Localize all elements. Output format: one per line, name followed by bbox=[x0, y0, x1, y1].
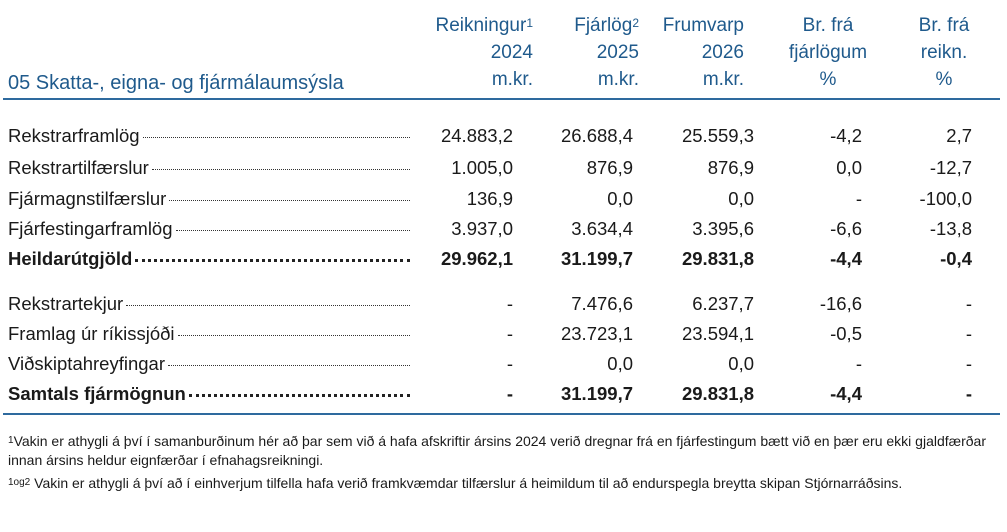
cell-br-reikn: -13,8 bbox=[929, 218, 972, 239]
dot-leader bbox=[178, 335, 410, 336]
footnote-marker: 1 bbox=[8, 435, 14, 446]
cell-frumvarp-2026: 29.831,8 bbox=[681, 248, 754, 269]
cell-br-fjarlogum: -4,4 bbox=[830, 248, 862, 269]
cell-br-fjarlogum: -4,4 bbox=[830, 383, 862, 404]
row-label: Fjárfestingarframlög bbox=[8, 218, 173, 239]
cell-frumvarp-2026: 25.559,3 bbox=[681, 125, 754, 146]
dot-leader bbox=[189, 394, 410, 397]
footnote-text: Vakin er athygli á því að í einhverjum tilfella hafa verið framkvæmdar tilfærslur á heimildum til að endurspegla breytta skipan Stjórnarráðsins. bbox=[30, 475, 903, 491]
table-row bbox=[0, 290, 1007, 317]
cell-reikningur-2024: 29.962,1 bbox=[440, 248, 513, 269]
table-row bbox=[0, 215, 1007, 242]
table-row bbox=[0, 154, 1007, 181]
cell-fjarlog-2025: 26.688,4 bbox=[560, 125, 633, 146]
cell-br-fjarlogum: -0,5 bbox=[830, 323, 862, 344]
table-row bbox=[0, 350, 1007, 377]
cell-frumvarp-2026: 6.237,7 bbox=[692, 293, 754, 314]
table-title: 05 Skatta-, eigna- og fjármálaumsýsla bbox=[8, 72, 344, 94]
cell-reikningur-2024: - bbox=[506, 383, 513, 404]
table-bottom-divider bbox=[3, 413, 1000, 415]
cell-fjarlog-2025: 3.634,4 bbox=[571, 218, 633, 239]
cell-fjarlog-2025: 31.199,7 bbox=[560, 383, 633, 404]
cell-br-reikn: -100,0 bbox=[919, 188, 972, 209]
cell-br-fjarlogum: - bbox=[855, 188, 862, 209]
table-row-total bbox=[0, 380, 1007, 407]
dot-leader bbox=[168, 365, 410, 366]
cell-reikningur-2024: 3.937,0 bbox=[451, 218, 513, 239]
cell-frumvarp-2026: 29.831,8 bbox=[681, 383, 754, 404]
row-label: Rekstrartekjur bbox=[8, 293, 124, 314]
row-label: Samtals fjármögnun bbox=[8, 383, 186, 404]
cell-br-reikn: - bbox=[965, 353, 972, 374]
cell-frumvarp-2026: 0,0 bbox=[728, 188, 754, 209]
cell-br-reikn: - bbox=[965, 323, 972, 344]
cell-reikningur-2024: - bbox=[506, 323, 513, 344]
cell-br-reikn: -12,7 bbox=[929, 157, 972, 178]
column-header-frumvarp: Frumvarp 2026 m.kr. bbox=[662, 15, 744, 90]
cell-br-fjarlogum: -16,6 bbox=[819, 293, 862, 314]
dot-leader bbox=[126, 305, 410, 306]
cell-reikningur-2024: 24.883,2 bbox=[440, 125, 513, 146]
header-divider bbox=[3, 98, 1000, 100]
row-label: Fjármagnstilfærslur bbox=[8, 188, 167, 209]
cell-fjarlog-2025: 876,9 bbox=[586, 157, 633, 178]
cell-fjarlog-2025: 0,0 bbox=[607, 353, 633, 374]
cell-br-reikn: 2,7 bbox=[946, 125, 972, 146]
column-header-fjarlog: Fjárlög$^2$ 2025 m.kr. bbox=[574, 15, 639, 90]
cell-br-reikn: - bbox=[965, 383, 972, 404]
cell-frumvarp-2026: 0,0 bbox=[728, 353, 754, 374]
cell-br-fjarlogum: 0,0 bbox=[836, 157, 862, 178]
cell-fjarlog-2025: 23.723,1 bbox=[560, 323, 633, 344]
dot-leader bbox=[135, 259, 410, 262]
cell-br-reikn: -0,4 bbox=[940, 248, 972, 269]
footnote-text: Vakin er athygli á því í samanburðinum hér að þar sem við á hafa afskriftir ársins 2024 verið dregnar frá en fjárfestingum bætt við en þær eru ekki gjaldfærðar innan ársins heldur eignfærðar í efnahagsreikningi. bbox=[8, 433, 986, 468]
table-row bbox=[0, 122, 1007, 149]
cell-fjarlog-2025: 7.476,6 bbox=[571, 293, 633, 314]
cell-reikningur-2024: - bbox=[506, 353, 513, 374]
row-label: Framlag úr ríkissjóði bbox=[8, 323, 175, 344]
cell-reikningur-2024: - bbox=[506, 293, 513, 314]
cell-fjarlog-2025: 0,0 bbox=[607, 188, 633, 209]
footnote-marker: 1 bbox=[526, 16, 533, 30]
cell-frumvarp-2026: 3.395,6 bbox=[692, 218, 754, 239]
cell-br-fjarlogum: - bbox=[855, 353, 862, 374]
row-label: Rekstrartilfærslur bbox=[8, 157, 149, 178]
cell-br-reikn: - bbox=[965, 293, 972, 314]
cell-br-fjarlogum: -6,6 bbox=[830, 218, 862, 239]
cell-frumvarp-2026: 876,9 bbox=[707, 157, 754, 178]
cell-reikningur-2024: 136,9 bbox=[466, 188, 513, 209]
row-label: Viðskiptahreyfingar bbox=[8, 353, 165, 374]
column-header-br-reikn: Br. frá reikn. % bbox=[918, 15, 970, 90]
table-row-total bbox=[0, 245, 1007, 272]
dot-leader bbox=[169, 200, 410, 201]
footnote-marker: 2 bbox=[632, 16, 639, 30]
row-label: Rekstrarframlög bbox=[8, 125, 140, 146]
dot-leader bbox=[143, 137, 410, 138]
cell-br-fjarlogum: -4,2 bbox=[830, 125, 862, 146]
footnote-2 bbox=[8, 474, 998, 493]
cell-frumvarp-2026: 23.594,1 bbox=[681, 323, 754, 344]
footnote-1 bbox=[8, 432, 998, 470]
table-row bbox=[0, 185, 1007, 212]
footnote-marker: 1og2 bbox=[8, 477, 31, 488]
column-header-reikningur: Reikningur$^1$ 2024 m.kr. bbox=[435, 15, 533, 90]
dot-leader bbox=[152, 169, 410, 170]
cell-reikningur-2024: 1.005,0 bbox=[451, 157, 513, 178]
column-header-br-fjarlogum: Br. frá fjárlögum % bbox=[788, 15, 868, 90]
cell-fjarlog-2025: 31.199,7 bbox=[560, 248, 633, 269]
table-row bbox=[0, 320, 1007, 347]
dot-leader bbox=[176, 230, 410, 231]
row-label: Heildarútgjöld bbox=[8, 248, 133, 269]
